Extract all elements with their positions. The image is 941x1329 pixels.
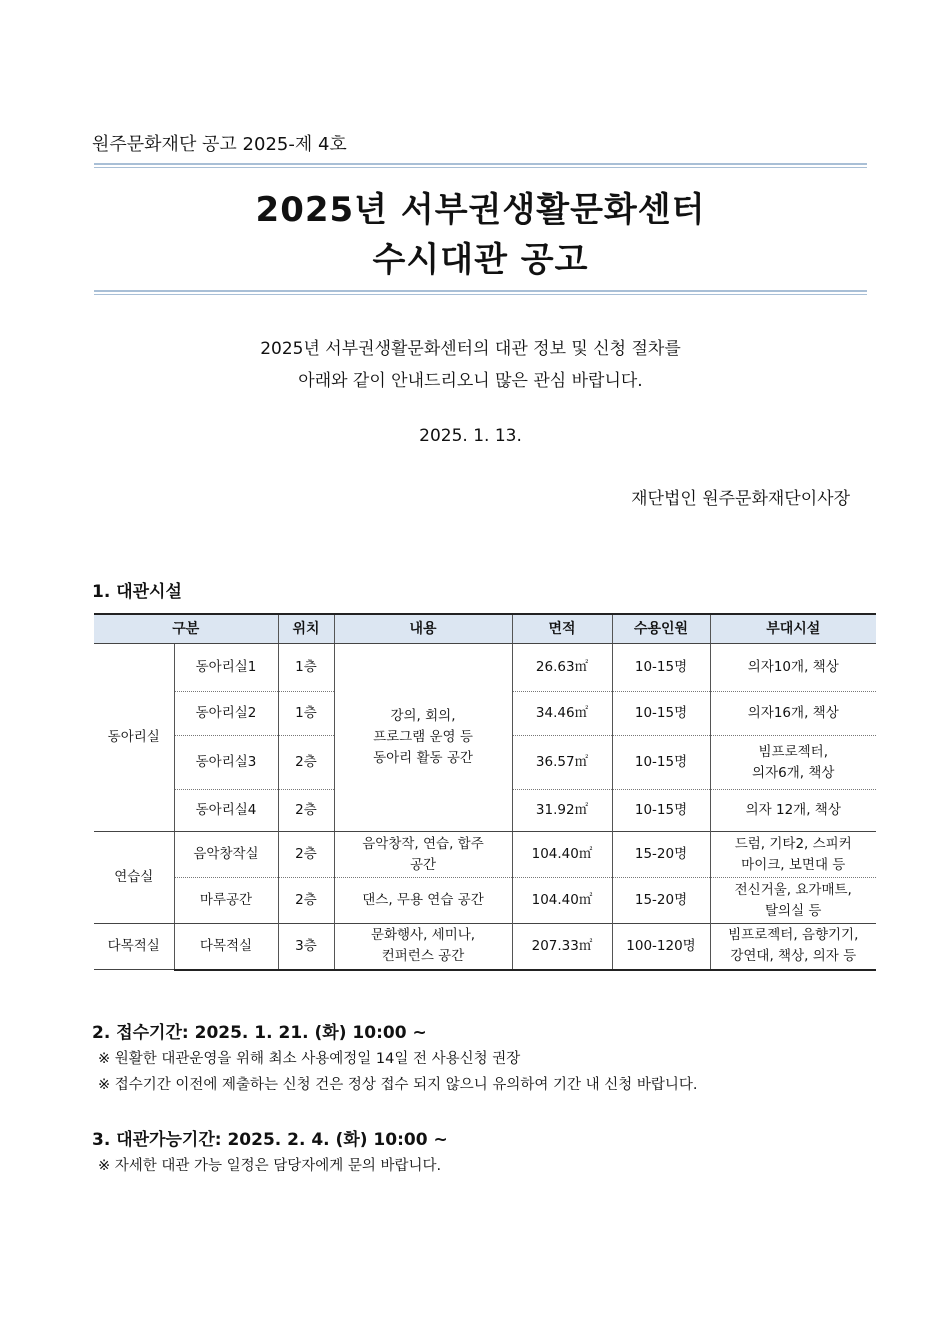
group-cell: 다목적실 <box>94 924 174 970</box>
content-line: 음악창작, 연습, 합주 <box>362 835 484 852</box>
room-content <box>334 832 512 878</box>
content-line: 동아리 활동 공간 <box>373 750 473 766</box>
room-area: 104.40㎡ <box>512 878 612 924</box>
room-capacity: 15-20명 <box>612 832 710 878</box>
room-area: 207.33㎡ <box>512 924 612 970</box>
content-line: 공간 <box>409 856 437 873</box>
room-name: 마루공간 <box>174 878 278 924</box>
room-area: 26.63㎡ <box>512 644 612 692</box>
room-name: 동아리실4 <box>174 790 278 832</box>
room-amenities <box>710 736 876 790</box>
section3-heading: 3. 대관가능기간: 2025. 2. 4. (화) 10:00 ~ <box>92 1130 448 1150</box>
room-amenities <box>710 832 876 878</box>
room-capacity: 10-15명 <box>612 644 710 692</box>
table-row <box>94 644 876 692</box>
room-floor: 2층 <box>278 790 334 832</box>
table-row <box>94 878 876 924</box>
room-floor: 1층 <box>278 692 334 736</box>
room-amenities <box>710 644 876 692</box>
room-content <box>334 878 512 924</box>
notice-number: 원주문화재단 공고 2025-제 4호 <box>92 134 347 155</box>
content-line: 프로그램 운영 등 <box>373 729 473 745</box>
top-divider <box>94 163 867 168</box>
room-amenities <box>710 924 876 970</box>
amenity-line: 탈의실 등 <box>765 902 822 919</box>
content-line: 문화행사, 세미나, <box>370 927 476 944</box>
amenity-line: 드럼, 기타2, 스피커 <box>734 835 852 852</box>
signer: 재단법인 원주문화재단이사장 <box>631 489 850 509</box>
col-header: 내용 <box>334 614 512 644</box>
amenity-line: 의자 12개, 책상 <box>745 802 841 818</box>
room-amenities <box>710 790 876 832</box>
section3-note1: ※ 자세한 대관 가능 일정은 담당자에게 문의 바랍니다. <box>98 1158 442 1174</box>
room-area: 34.46㎡ <box>512 692 612 736</box>
intro-line1: 2025년 서부권생활문화센터의 대관 정보 및 신청 절차를 <box>260 339 681 359</box>
table-row <box>94 832 876 878</box>
col-header: 위치 <box>278 614 334 644</box>
facility-table <box>94 613 876 971</box>
club-content-cell <box>334 644 512 832</box>
room-floor: 2층 <box>278 736 334 790</box>
table-row <box>94 924 876 970</box>
room-capacity: 15-20명 <box>612 878 710 924</box>
room-name: 동아리실3 <box>174 736 278 790</box>
group-cell: 동아리실 <box>94 644 174 832</box>
amenity-line: 전신거울, 요가매트, <box>734 881 852 898</box>
amenity-line: 강연대, 책상, 의자 등 <box>730 948 857 965</box>
col-header: 수용인원 <box>612 614 710 644</box>
amenity-line: 마이크, 보면대 등 <box>741 856 846 873</box>
table-header-row <box>94 614 876 644</box>
notice-date: 2025. 1. 13. <box>419 426 522 446</box>
intro-line2: 아래와 같이 안내드리오니 많은 관심 바랍니다. <box>298 371 643 391</box>
col-header: 부대시설 <box>710 614 876 644</box>
room-area: 31.92㎡ <box>512 790 612 832</box>
room-area: 104.40㎡ <box>512 832 612 878</box>
title-line2: 수시대관 공고 <box>372 240 589 280</box>
room-name: 동아리실1 <box>174 644 278 692</box>
room-capacity: 10-15명 <box>612 692 710 736</box>
amenity-line: 의자16개, 책상 <box>747 705 839 721</box>
room-name: 동아리실2 <box>174 692 278 736</box>
amenity-line: 빔프로젝터, 음향기기, <box>728 927 859 944</box>
content-line: 댄스, 무용 연습 공간 <box>362 892 484 908</box>
amenity-line: 의자10개, 책상 <box>747 659 839 675</box>
room-name: 다목적실 <box>174 924 278 970</box>
room-content <box>334 924 512 970</box>
amenity-line: 의자6개, 책상 <box>752 764 835 781</box>
content-line: 강의, 회의, <box>390 708 456 724</box>
col-header: 면적 <box>512 614 612 644</box>
room-capacity: 10-15명 <box>612 736 710 790</box>
room-capacity: 10-15명 <box>612 790 710 832</box>
content-line: 컨퍼런스 공간 <box>381 948 465 965</box>
room-floor: 2층 <box>278 878 334 924</box>
section1-heading: 1. 대관시설 <box>92 582 182 602</box>
bottom-divider <box>94 290 867 295</box>
room-capacity: 100-120명 <box>612 924 710 970</box>
title-line1: 2025년 서부권생활문화센터 <box>255 190 706 230</box>
room-floor: 2층 <box>278 832 334 878</box>
room-name: 음악창작실 <box>174 832 278 878</box>
room-floor: 1층 <box>278 644 334 692</box>
amenity-line: 빔프로젝터, <box>758 743 828 760</box>
room-amenities <box>710 878 876 924</box>
group-cell: 연습실 <box>94 832 174 924</box>
section2-note1: ※ 원활한 대관운영을 위해 최소 사용예정일 14일 전 사용신청 권장 <box>98 1051 521 1067</box>
room-area: 36.57㎡ <box>512 736 612 790</box>
col-header: 구분 <box>94 614 278 644</box>
room-amenities <box>710 692 876 736</box>
room-floor: 3층 <box>278 924 334 970</box>
section2-note2: ※ 접수기간 이전에 제출하는 신청 건은 정상 접수 되지 않으니 유의하여 기간 내 신청 바랍니다. <box>98 1077 698 1093</box>
section2-heading: 2. 접수기간: 2025. 1. 21. (화) 10:00 ~ <box>92 1023 427 1043</box>
